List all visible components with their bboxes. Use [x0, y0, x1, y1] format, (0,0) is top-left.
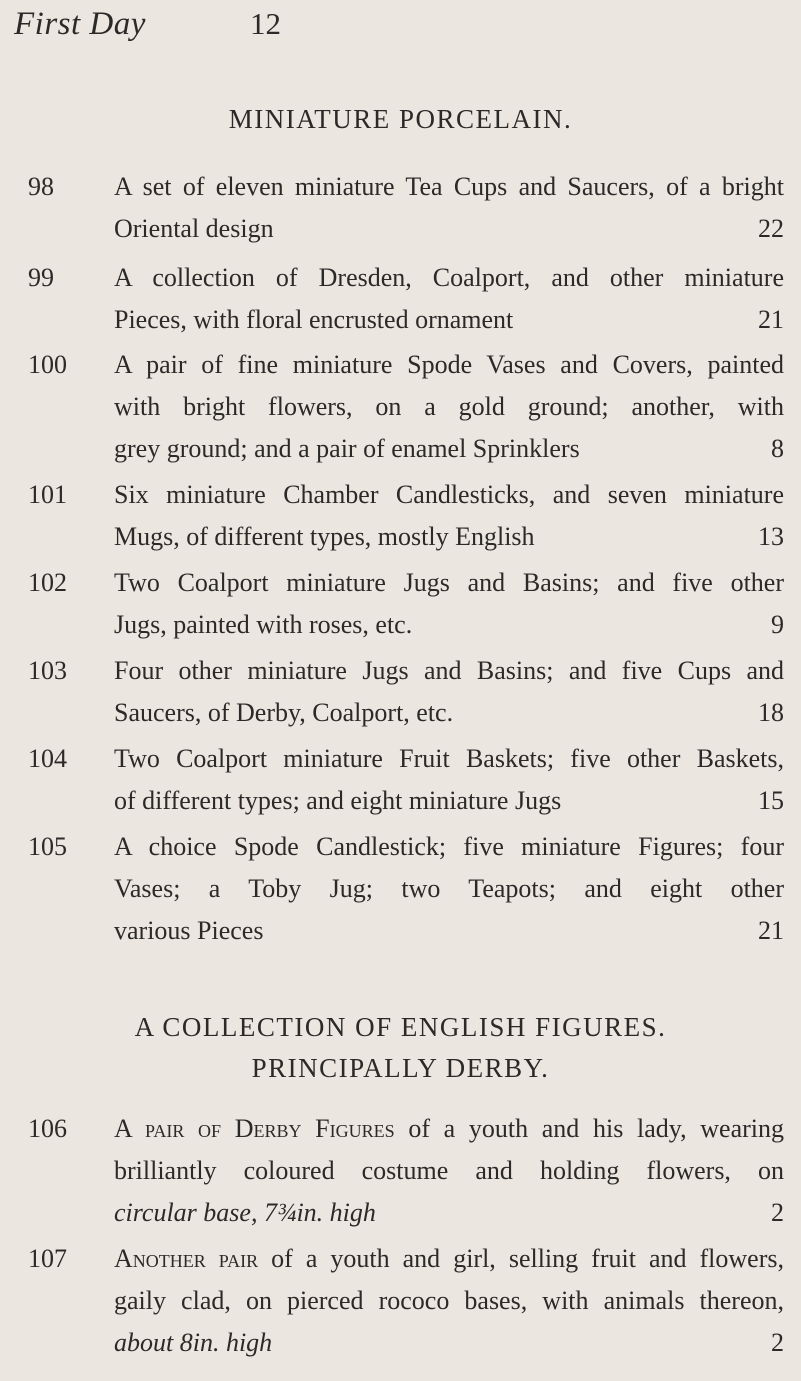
lot-number: 102 — [28, 568, 67, 597]
section-subheading-derby: PRINCIPALLY DERBY. — [251, 1053, 550, 1083]
lot-description-line: A collection of Dresden, Coalport, and other miniature — [114, 263, 784, 292]
section-heading-english-figures: A COLLECTION OF ENGLISH FIGURES. — [134, 1012, 667, 1042]
lot-description-line: Two Coalport miniature Fruit Baskets; five other Baskets, — [114, 744, 784, 773]
lot-quantity: 18 — [758, 698, 784, 727]
lot-description-line: Mugs, of different types, mostly English — [114, 522, 535, 551]
lot-description-line: gaily clad, on pierced rococo bases, with animals thereon, — [114, 1286, 784, 1315]
lot-description-line: of a youth and girl, selling fruit and flowers, — [258, 1244, 784, 1273]
running-title: First Day — [14, 6, 146, 42]
lot-number: 100 — [28, 350, 67, 379]
lot-description-line: Jugs, painted with roses, etc. — [114, 610, 413, 639]
lot-description-line: grey ground; and a pair of enamel Sprinklers — [114, 434, 580, 463]
page-number: 12 — [250, 6, 281, 41]
lot-quantity: 22 — [758, 214, 784, 243]
lot-description-line: A pair of fine miniature Spode Vases and Covers, painted — [114, 350, 784, 379]
lot-description-line: Saucers, of Derby, Coalport, etc. — [114, 698, 454, 727]
lot-description-line: about 8in. high — [114, 1328, 273, 1357]
lot-number: 103 — [28, 656, 67, 685]
lot-description-line: circular base, 7¾in. high — [114, 1198, 376, 1227]
lot-description-line: various Pieces — [114, 916, 264, 945]
lot-description-line: Two Coalport miniature Jugs and Basins; and five other — [114, 568, 784, 597]
lot-number: 107 — [28, 1244, 67, 1273]
lot-description-line: Vases; a Toby Jug; two Teapots; and eight other — [114, 874, 784, 903]
lot-number: 98 — [28, 172, 54, 201]
section-heading-miniature-porcelain: MINIATURE PORCELAIN. — [228, 104, 573, 134]
lot-quantity: 8 — [771, 434, 784, 463]
lot-number: 105 — [28, 832, 67, 861]
lot-description-line: Pieces, with floral encrusted ornament — [114, 305, 514, 334]
lot-description-line: with bright flowers, on a gold ground; another, with — [114, 392, 784, 421]
lot-description-line: A choice Spode Candlestick; five miniature Figures; four — [114, 832, 784, 861]
lot-description-line: Four other miniature Jugs and Basins; and five Cups and — [114, 656, 784, 685]
lot-lead-text: A pair of Derby Figures — [114, 1114, 395, 1143]
lot-description-line: of a youth and his lady, wearing — [394, 1114, 784, 1143]
lot-quantity: 21 — [758, 305, 784, 334]
lot-number: 99 — [28, 263, 54, 292]
lot-number: 101 — [28, 480, 67, 509]
lot-number: 106 — [28, 1114, 67, 1143]
lot-quantity: 15 — [758, 786, 784, 815]
lot-quantity: 2 — [771, 1198, 784, 1227]
lot-quantity: 13 — [758, 522, 784, 551]
lot-description-line: Oriental design — [114, 214, 274, 243]
lot-description-line: Six miniature Chamber Candlesticks, and seven miniature — [114, 480, 784, 509]
lot-description-line: A set of eleven miniature Tea Cups and Saucers, of a bright — [114, 172, 784, 201]
lot-number: 104 — [28, 744, 67, 773]
lot-quantity: 9 — [771, 610, 784, 639]
lot-description-line: of different types; and eight miniature Jugs — [114, 786, 562, 815]
lot-quantity: 2 — [771, 1328, 784, 1357]
lot-quantity: 21 — [758, 916, 784, 945]
page-header — [14, 6, 794, 46]
lot-lead-text: Another pair — [114, 1244, 259, 1273]
lot-description-line: brilliantly coloured costume and holding flowers, on — [114, 1156, 784, 1185]
